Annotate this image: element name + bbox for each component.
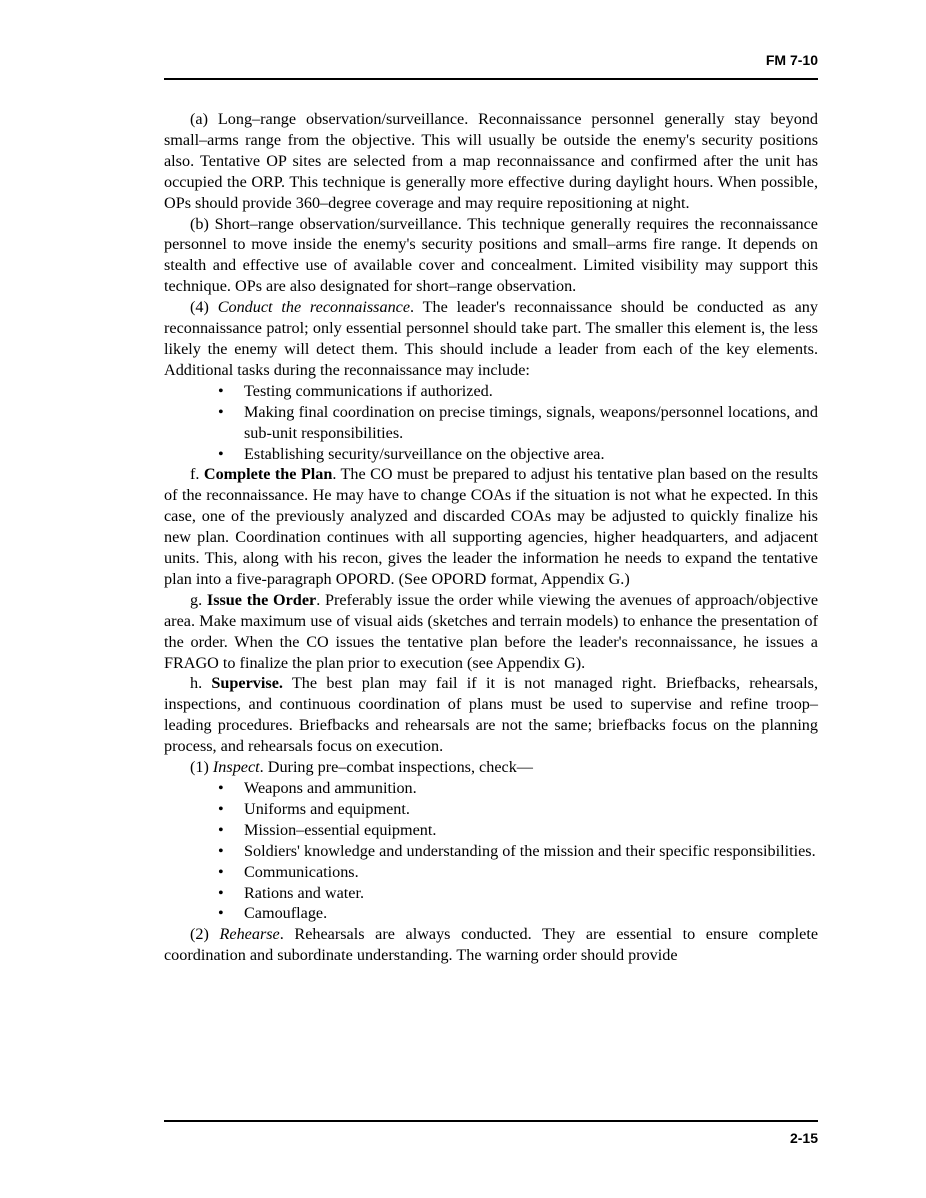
paragraph-number: f. <box>190 465 204 484</box>
list-item: • Uniforms and equipment. <box>218 799 818 820</box>
paragraph-text: The best plan may fail if it is not managed right. Briefbacks, rehearsals, inspections, and continuous coordination of plans must be used to supervise and refine troop–leading procedures. Briefbacks and rehearsals are not the same; briefbacks focus on the planning process, and rehearsals focus on execution. <box>164 674 819 756</box>
list-item: • Communications. <box>218 862 818 883</box>
page-number: 2-15 <box>789 1130 818 1146</box>
manual-number: FM 7-10 <box>765 52 818 68</box>
list-item: • Rations and water. <box>218 883 818 904</box>
page-header <box>164 52 818 80</box>
paragraph-complete-plan <box>164 464 818 589</box>
paragraph-lead: Rehearse <box>219 925 280 944</box>
list-item: • Testing communications if authorized. <box>218 381 818 402</box>
paragraph-issue-order <box>164 590 818 674</box>
paragraph-number: g. <box>190 590 207 609</box>
paragraph-lead: Inspect <box>212 758 260 777</box>
paragraph-lead: Issue the Order <box>206 590 317 609</box>
paragraph-text: . During pre–combat inspections, check— <box>259 758 533 777</box>
page-footer <box>164 1120 818 1146</box>
list-item: • Weapons and ammunition. <box>218 778 818 799</box>
paragraph-inspect <box>164 757 818 778</box>
paragraph-number: (4) <box>190 298 218 317</box>
recon-task-list <box>164 381 818 465</box>
list-item: • Soldiers' knowledge and understanding of the mission and their specific responsibilities. <box>218 841 818 862</box>
list-item: • Establishing security/surveillance on the objective area. <box>218 444 818 465</box>
body-text <box>164 109 818 966</box>
paragraph-rehearse <box>164 924 818 966</box>
paragraph-conduct-recon <box>164 297 818 381</box>
paragraph-supervise <box>164 673 818 757</box>
paragraph-long-range: (a) Long–range observation/surveillance. Reconnaissance personnel generally stay beyond small–arms range from the objective. This will usually be outside the enemy's security positions also. Tentative OP sites are selected from a map reconnaissance and confirmed after the unit has occupied the ORP. This technique is generally more effective during daylight hours. When possible, OPs should provide 360–degree coverage and may require repositioning at night. <box>164 110 818 212</box>
paragraph-lead: Supervise. <box>211 674 283 693</box>
paragraph-number: (2) <box>190 925 220 944</box>
paragraph-lead: Complete the Plan <box>203 465 333 484</box>
list-item: • Camouflage. <box>218 903 818 924</box>
paragraph-text: . The CO must be prepared to adjust his tentative plan based on the results of the reconnaissance. He may have to change COAs if the situation is not what he expected. In this case, one of the previously analyzed and discarded COAs may be adjusted to quickly finalize his new plan. Coordination continues with all supporting agencies, higher headquarters, and adjacent units. This, along with his recon, gives the leader the information he needs to expand the tentative plan into a five-paragraph OPORD. (See OPORD format, Appendix G.) <box>164 465 818 588</box>
inspection-checklist <box>164 778 818 924</box>
paragraph-text: . Rehearsals are always conducted. They are essential to ensure complete coordination and subordinate understanding. The warning order should provide <box>164 925 819 965</box>
paragraph-text: . Preferably issue the order while viewing the avenues of approach/objective area. Make maximum use of visual aids (sketches and terrain models) to enhance the presentation of the order. When the CO issues the tentative plan before the leader's reconnaissance, he issues a FRAGO to finalize the plan prior to execution (see Appendix G). <box>164 590 819 672</box>
paragraph-text: . The leader's reconnaissance should be conducted as any reconnaissance patrol; only essential personnel should take part. The smaller this element is, the less likely the enemy will detect them. This should include a leader from each of the key elements. Additional tasks during the reconnaissance may include: <box>164 298 818 379</box>
paragraph-short-range: (b) Short–range observation/surveillance. This technique generally requires the reconnaissance personnel to move inside the enemy's security positions and small–arms fire range. It depends on stealth and effective use of available cover and concealment. Limited visibility may support this technique. OPs are also designated for short–range observation. <box>164 214 818 296</box>
paragraph-number: (1) <box>190 758 213 777</box>
list-item: • Mission–essential equipment. <box>218 820 818 841</box>
paragraph-number: h. <box>190 674 212 693</box>
paragraph-lead: Conduct the reconnaissance <box>217 298 411 317</box>
list-item: • Making final coordination on precise timings, signals, weapons/personnel locations, and sub-unit responsibilities. <box>218 402 818 444</box>
